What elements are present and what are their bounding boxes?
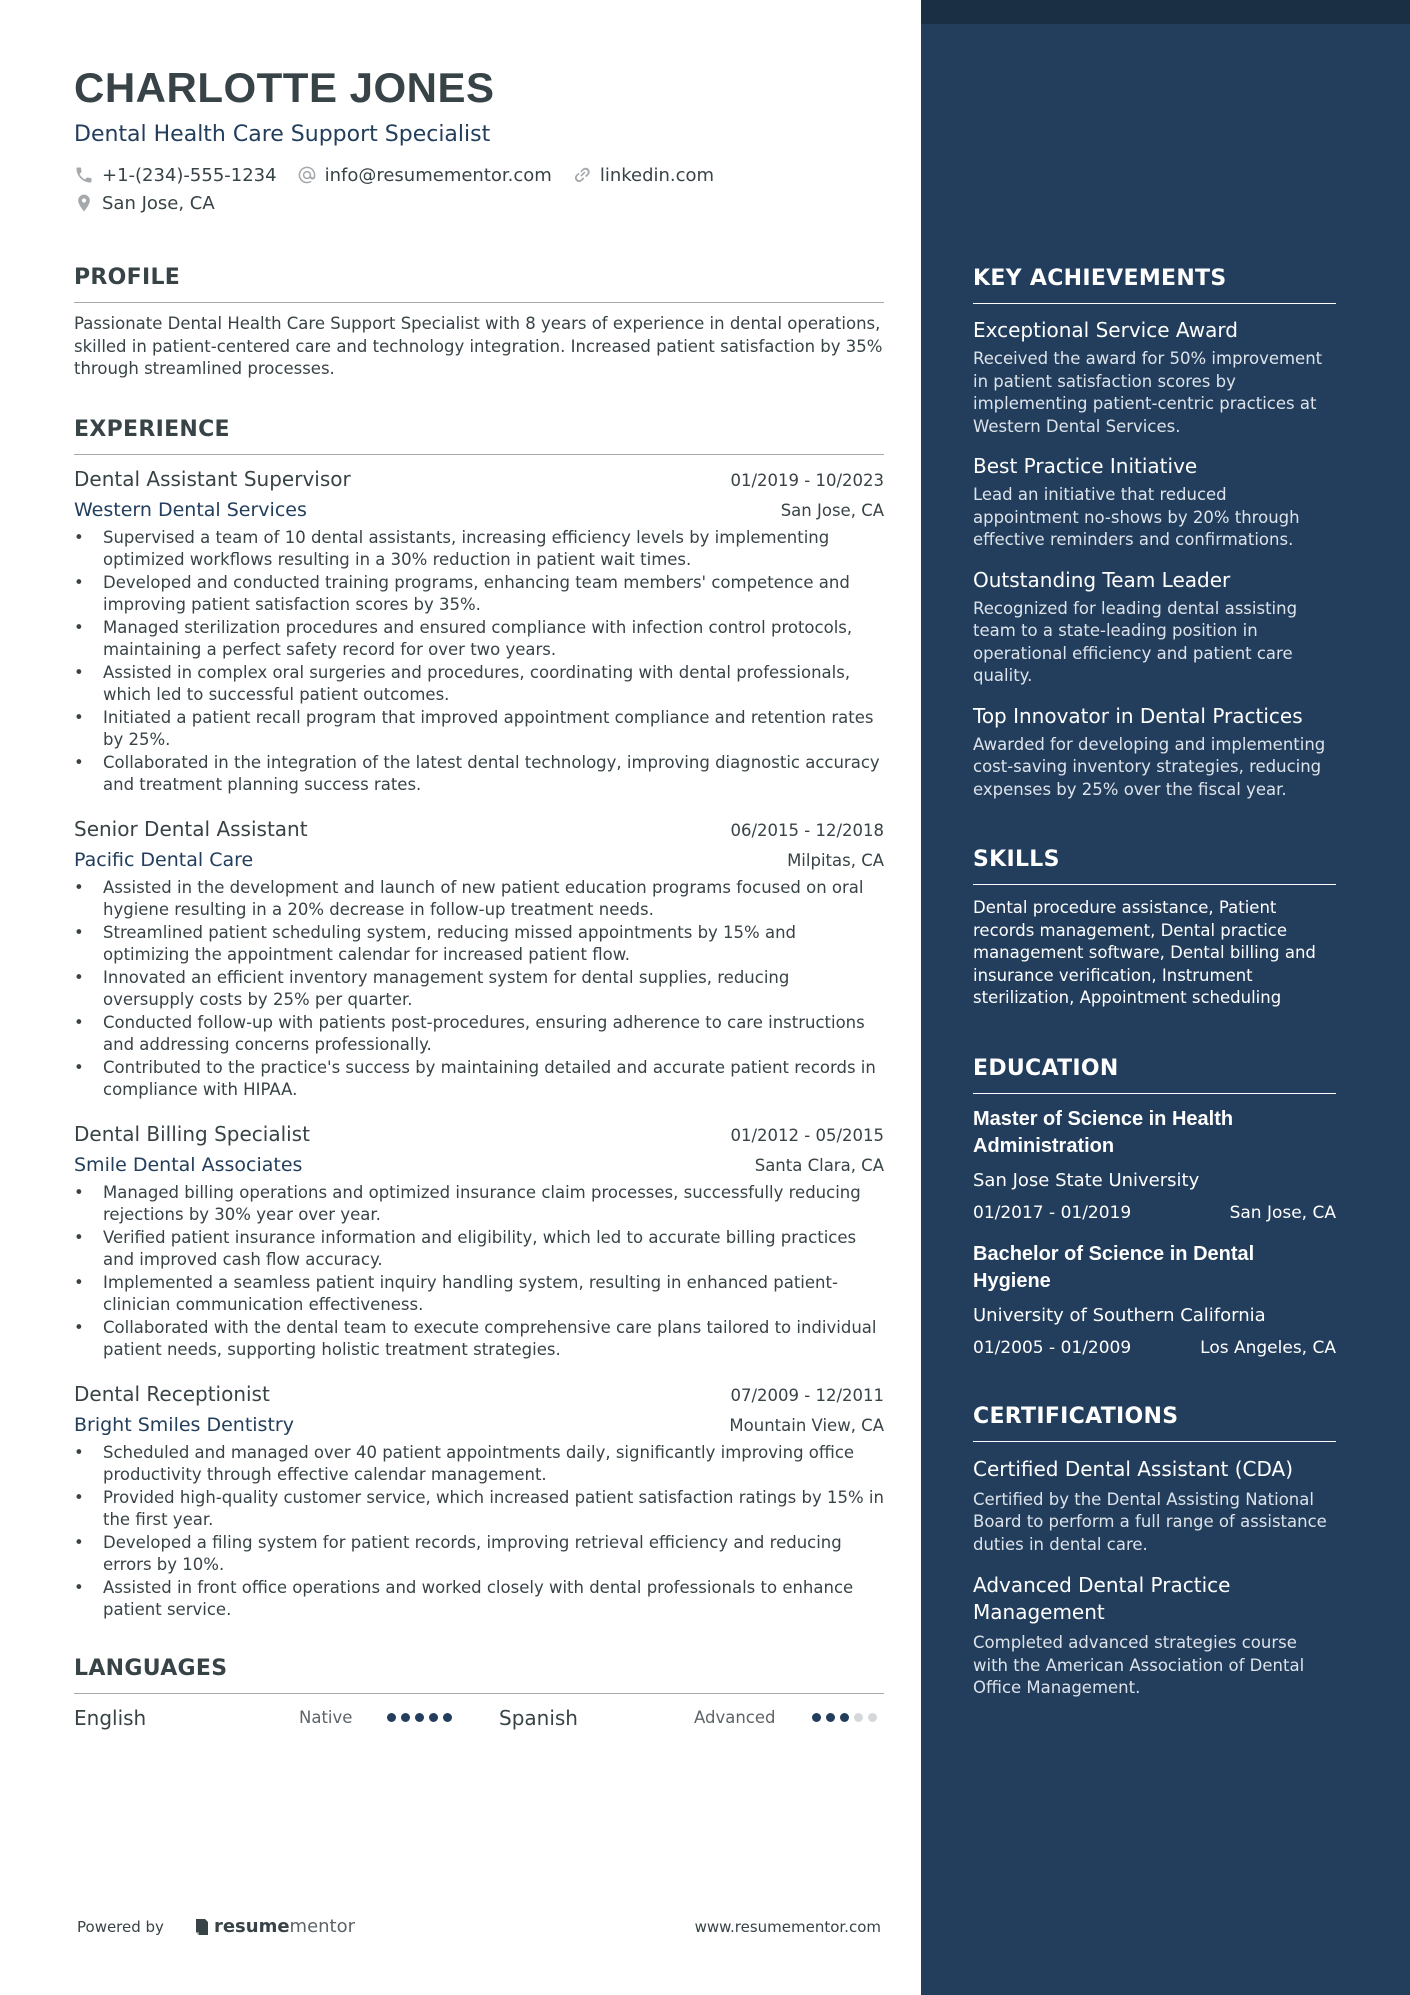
- achievement-item: [973, 704, 1336, 802]
- job-entry: [74, 817, 884, 1102]
- achievement-desc: Recognized for leading dental assisting team to a state-leading position in operational efficiency and patient care quality.: [973, 598, 1298, 685]
- achievement-title: Top Innovator in Dental Practices: [973, 703, 1303, 728]
- education-degree: Master of Science in Health Administration: [973, 1107, 1234, 1157]
- job-title: Dental Receptionist: [74, 1381, 270, 1406]
- certifications-heading: CERTIFICATIONS: [973, 1404, 1336, 1442]
- rating-dot-filled: [443, 1713, 452, 1722]
- logo-light: mentor: [289, 1916, 356, 1937]
- phone-text: +1-(234)-555-1234: [102, 164, 277, 186]
- job-location: Milpitas, CA: [787, 850, 884, 870]
- achievement-desc: Lead an initiative that reduced appointment no-shows by 20% through effective reminders and confirmations.: [973, 485, 1300, 549]
- experience-heading: EXPERIENCE: [74, 417, 884, 455]
- education-school: San Jose State University: [973, 1169, 1200, 1191]
- phone-icon: [74, 165, 94, 185]
- language-level: Advanced: [694, 1708, 776, 1727]
- education-heading: EDUCATION: [973, 1056, 1336, 1094]
- profile-section: [74, 265, 884, 381]
- candidate-name: CHARLOTTE JONES: [74, 64, 495, 111]
- rating-dot-filled: [401, 1713, 410, 1722]
- job-title: Senior Dental Assistant: [74, 816, 308, 841]
- rating-dot-filled: [840, 1713, 849, 1722]
- link-icon: [572, 165, 592, 185]
- job-company: Smile Dental Associates: [74, 1153, 303, 1176]
- logo-icon: [194, 1918, 210, 1936]
- achievements-section: [973, 266, 1336, 801]
- contact-location: [74, 189, 215, 217]
- language-name: English: [74, 1705, 147, 1730]
- bullet-item: • Developed and conducted training programs, enhancing team members' competence and improving patient satisfaction scores by 35%.: [74, 572, 884, 617]
- resumementor-logo[interactable]: [194, 1916, 355, 1937]
- bullet-item: • Assisted in front office operations and worked closely with dental professionals to enhance patient service.: [74, 1577, 884, 1622]
- footer: [77, 1916, 881, 1937]
- achievement-desc: Received the award for 50% improvement in patient satisfaction scores by implementing patient-centric practices at Western Dental Services.: [973, 349, 1323, 436]
- powered-by-text: Powered by: [77, 1917, 164, 1936]
- achievement-title: Exceptional Service Award: [973, 318, 1238, 342]
- rating-dot-filled: [812, 1713, 821, 1722]
- job-dates: 06/2015 - 12/2018: [730, 820, 884, 840]
- skills-heading: SKILLS: [973, 847, 1336, 885]
- education-location: Los Angeles, CA: [1200, 1337, 1336, 1358]
- job-dates: 07/2009 - 12/2011: [730, 1385, 884, 1405]
- logo-bold: resume: [213, 1916, 290, 1937]
- rating-dot-filled: [415, 1713, 424, 1722]
- bullet-item: • Assisted in complex oral surgeries and procedures, coordinating with dental professionals, which led to successful patient outcomes.: [74, 662, 884, 707]
- language-item: [499, 1706, 884, 1730]
- bullet-item: • Developed a filing system for patient records, improving retrieval efficiency and reducing errors by 10%.: [74, 1532, 884, 1577]
- education-item: [973, 1106, 1336, 1223]
- job-bullets: [74, 877, 884, 1102]
- languages-section: [74, 1656, 884, 1730]
- powered-by: [77, 1916, 355, 1937]
- education-section: [973, 1056, 1336, 1358]
- contact-info: [74, 161, 774, 217]
- bullet-item: • Verified patient insurance information and eligibility, which led to accurate billing practices and improved cash flow accuracy.: [74, 1227, 884, 1272]
- achievement-item: [973, 568, 1336, 688]
- bullet-item: • Conducted follow-up with patients post-procedures, ensuring adherence to care instructions and addressing concerns professionally.: [74, 1012, 884, 1057]
- language-rating: [812, 1713, 882, 1722]
- skills-section: [973, 847, 1336, 1010]
- certification-title: Certified Dental Assistant (CDA): [973, 1456, 1294, 1481]
- sidebar: [921, 0, 1410, 1995]
- job-location: Mountain View, CA: [729, 1415, 884, 1435]
- website-link[interactable]: www.resumementor.com: [694, 1917, 881, 1936]
- job-dates: 01/2019 - 10/2023: [730, 470, 884, 490]
- rating-dot-empty: [868, 1713, 877, 1722]
- skills-text: Dental procedure assistance, Patient records management, Dental practice management software, Dental billing and insurance verification, Instrument sterilization, Appointment scheduling: [973, 898, 1316, 1007]
- contact-email[interactable]: [297, 161, 552, 189]
- job-bullets: [74, 527, 884, 797]
- achievements-heading: KEY ACHIEVEMENTS: [973, 266, 1336, 304]
- bullet-item: • Collaborated with the dental team to execute comprehensive care plans tailored to individual patient needs, supporting holistic treatment strategies.: [74, 1317, 884, 1362]
- education-item: [973, 1241, 1336, 1358]
- job-entry: [74, 467, 884, 797]
- achievement-title: Best Practice Initiative: [973, 454, 1198, 478]
- certification-desc: Certified by the Dental Assisting National Board to perform a full range of assistance duties in dental care.: [973, 1489, 1327, 1554]
- achievement-desc: Awarded for developing and implementing cost-saving inventory strategies, reducing expenses by 25% over the fiscal year.: [973, 734, 1326, 799]
- job-title: Dental Billing Specialist: [74, 1121, 310, 1146]
- education-degree: Bachelor of Science in Dental Hygiene: [973, 1242, 1255, 1292]
- profile-heading: PROFILE: [74, 265, 884, 303]
- bullet-item: • Managed sterilization procedures and ensured compliance with infection control protocols, maintaining a perfect safety record for over two years.: [74, 617, 884, 662]
- job-location: Santa Clara, CA: [754, 1155, 884, 1175]
- certifications-section: [973, 1404, 1336, 1700]
- job-company: Bright Smiles Dentistry: [74, 1413, 294, 1436]
- language-level: Native: [299, 1708, 353, 1727]
- job-company: Western Dental Services: [74, 498, 307, 521]
- language-item: [74, 1706, 499, 1730]
- bullet-item: • Implemented a seamless patient inquiry handling system, resulting in enhanced patient-clinician communication effectiveness.: [74, 1272, 884, 1317]
- education-dates: 01/2005 - 01/2009: [973, 1337, 1132, 1358]
- location-text: San Jose, CA: [102, 192, 215, 214]
- candidate-title: Dental Health Care Support Specialist: [74, 122, 491, 147]
- certification-item: [973, 1456, 1336, 1557]
- rating-dot-filled: [826, 1713, 835, 1722]
- bullet-item: • Scheduled and managed over 40 patient appointments daily, significantly improving office productivity through effective calendar management.: [74, 1442, 884, 1487]
- certification-title: Advanced Dental Practice Management: [973, 1573, 1231, 1624]
- certification-desc: Completed advanced strategies course with the American Association of Dental Office Management.: [973, 1633, 1305, 1697]
- language-name: Spanish: [499, 1705, 578, 1730]
- bullet-item: • Innovated an efficient inventory management system for dental supplies, reducing oversupply costs by 25% per quarter.: [74, 967, 884, 1012]
- education-location: San Jose, CA: [1229, 1202, 1336, 1223]
- job-bullets: [74, 1442, 884, 1622]
- achievement-item: [973, 318, 1336, 438]
- email-text: info@resumementor.com: [324, 164, 552, 186]
- contact-linkedin[interactable]: [572, 161, 714, 189]
- profile-text: Passionate Dental Health Care Support Specialist with 8 years of experience in dental operations, skilled in patient-centered care and technology integration. Increased patient satisfaction by 35% through streamlined processes.: [74, 314, 883, 378]
- job-bullets: [74, 1182, 884, 1362]
- job-dates: 01/2012 - 05/2015: [730, 1125, 884, 1145]
- job-title: Dental Assistant Supervisor: [74, 466, 351, 491]
- education-dates: 01/2017 - 01/2019: [973, 1202, 1132, 1223]
- achievement-item: [973, 454, 1336, 552]
- rating-dot-filled: [387, 1713, 396, 1722]
- bullet-item: • Streamlined patient scheduling system, reducing missed appointments by 15% and optimizing the appointment calendar for increased patient flow.: [74, 922, 884, 967]
- experience-section: [74, 417, 884, 1622]
- job-location: San Jose, CA: [780, 500, 884, 520]
- achievement-title: Outstanding Team Leader: [973, 567, 1231, 592]
- at-icon: [297, 165, 317, 185]
- job-entry: [74, 1382, 884, 1622]
- bullet-item: • Initiated a patient recall program that improved appointment compliance and retention rates by 25%.: [74, 707, 884, 752]
- bullet-item: • Provided high-quality customer service, which increased patient satisfaction ratings by 15% in the first year.: [74, 1487, 884, 1532]
- location-pin-icon: [74, 193, 94, 213]
- certification-item: [973, 1572, 1336, 1700]
- job-entry: [74, 1122, 884, 1362]
- language-rating: [387, 1713, 457, 1722]
- bullet-item: • Contributed to the practice's success by maintaining detailed and accurate patient records in compliance with HIPAA.: [74, 1057, 884, 1102]
- contact-phone[interactable]: [74, 161, 277, 189]
- rating-dot-filled: [429, 1713, 438, 1722]
- rating-dot-empty: [854, 1713, 863, 1722]
- bullet-item: • Collaborated in the integration of the latest dental technology, improving diagnostic accuracy and treatment planning success rates.: [74, 752, 884, 797]
- bullet-item: • Supervised a team of 10 dental assistants, increasing efficiency levels by implementing optimized workflows resulting in a 30% reduction in patient wait times.: [74, 527, 884, 572]
- bullet-item: • Managed billing operations and optimized insurance claim processes, successfully reducing rejections by 30% year over year.: [74, 1182, 884, 1227]
- linkedin-text: linkedin.com: [599, 164, 715, 186]
- languages-heading: LANGUAGES: [74, 1656, 884, 1694]
- job-company: Pacific Dental Care: [74, 848, 254, 871]
- bullet-item: • Assisted in the development and launch of new patient education programs focused on oral hygiene resulting in a 20% decrease in follow-up treatment needs.: [74, 877, 884, 922]
- sidebar-top-bar: [921, 0, 1410, 24]
- education-school: University of Southern California: [973, 1304, 1266, 1326]
